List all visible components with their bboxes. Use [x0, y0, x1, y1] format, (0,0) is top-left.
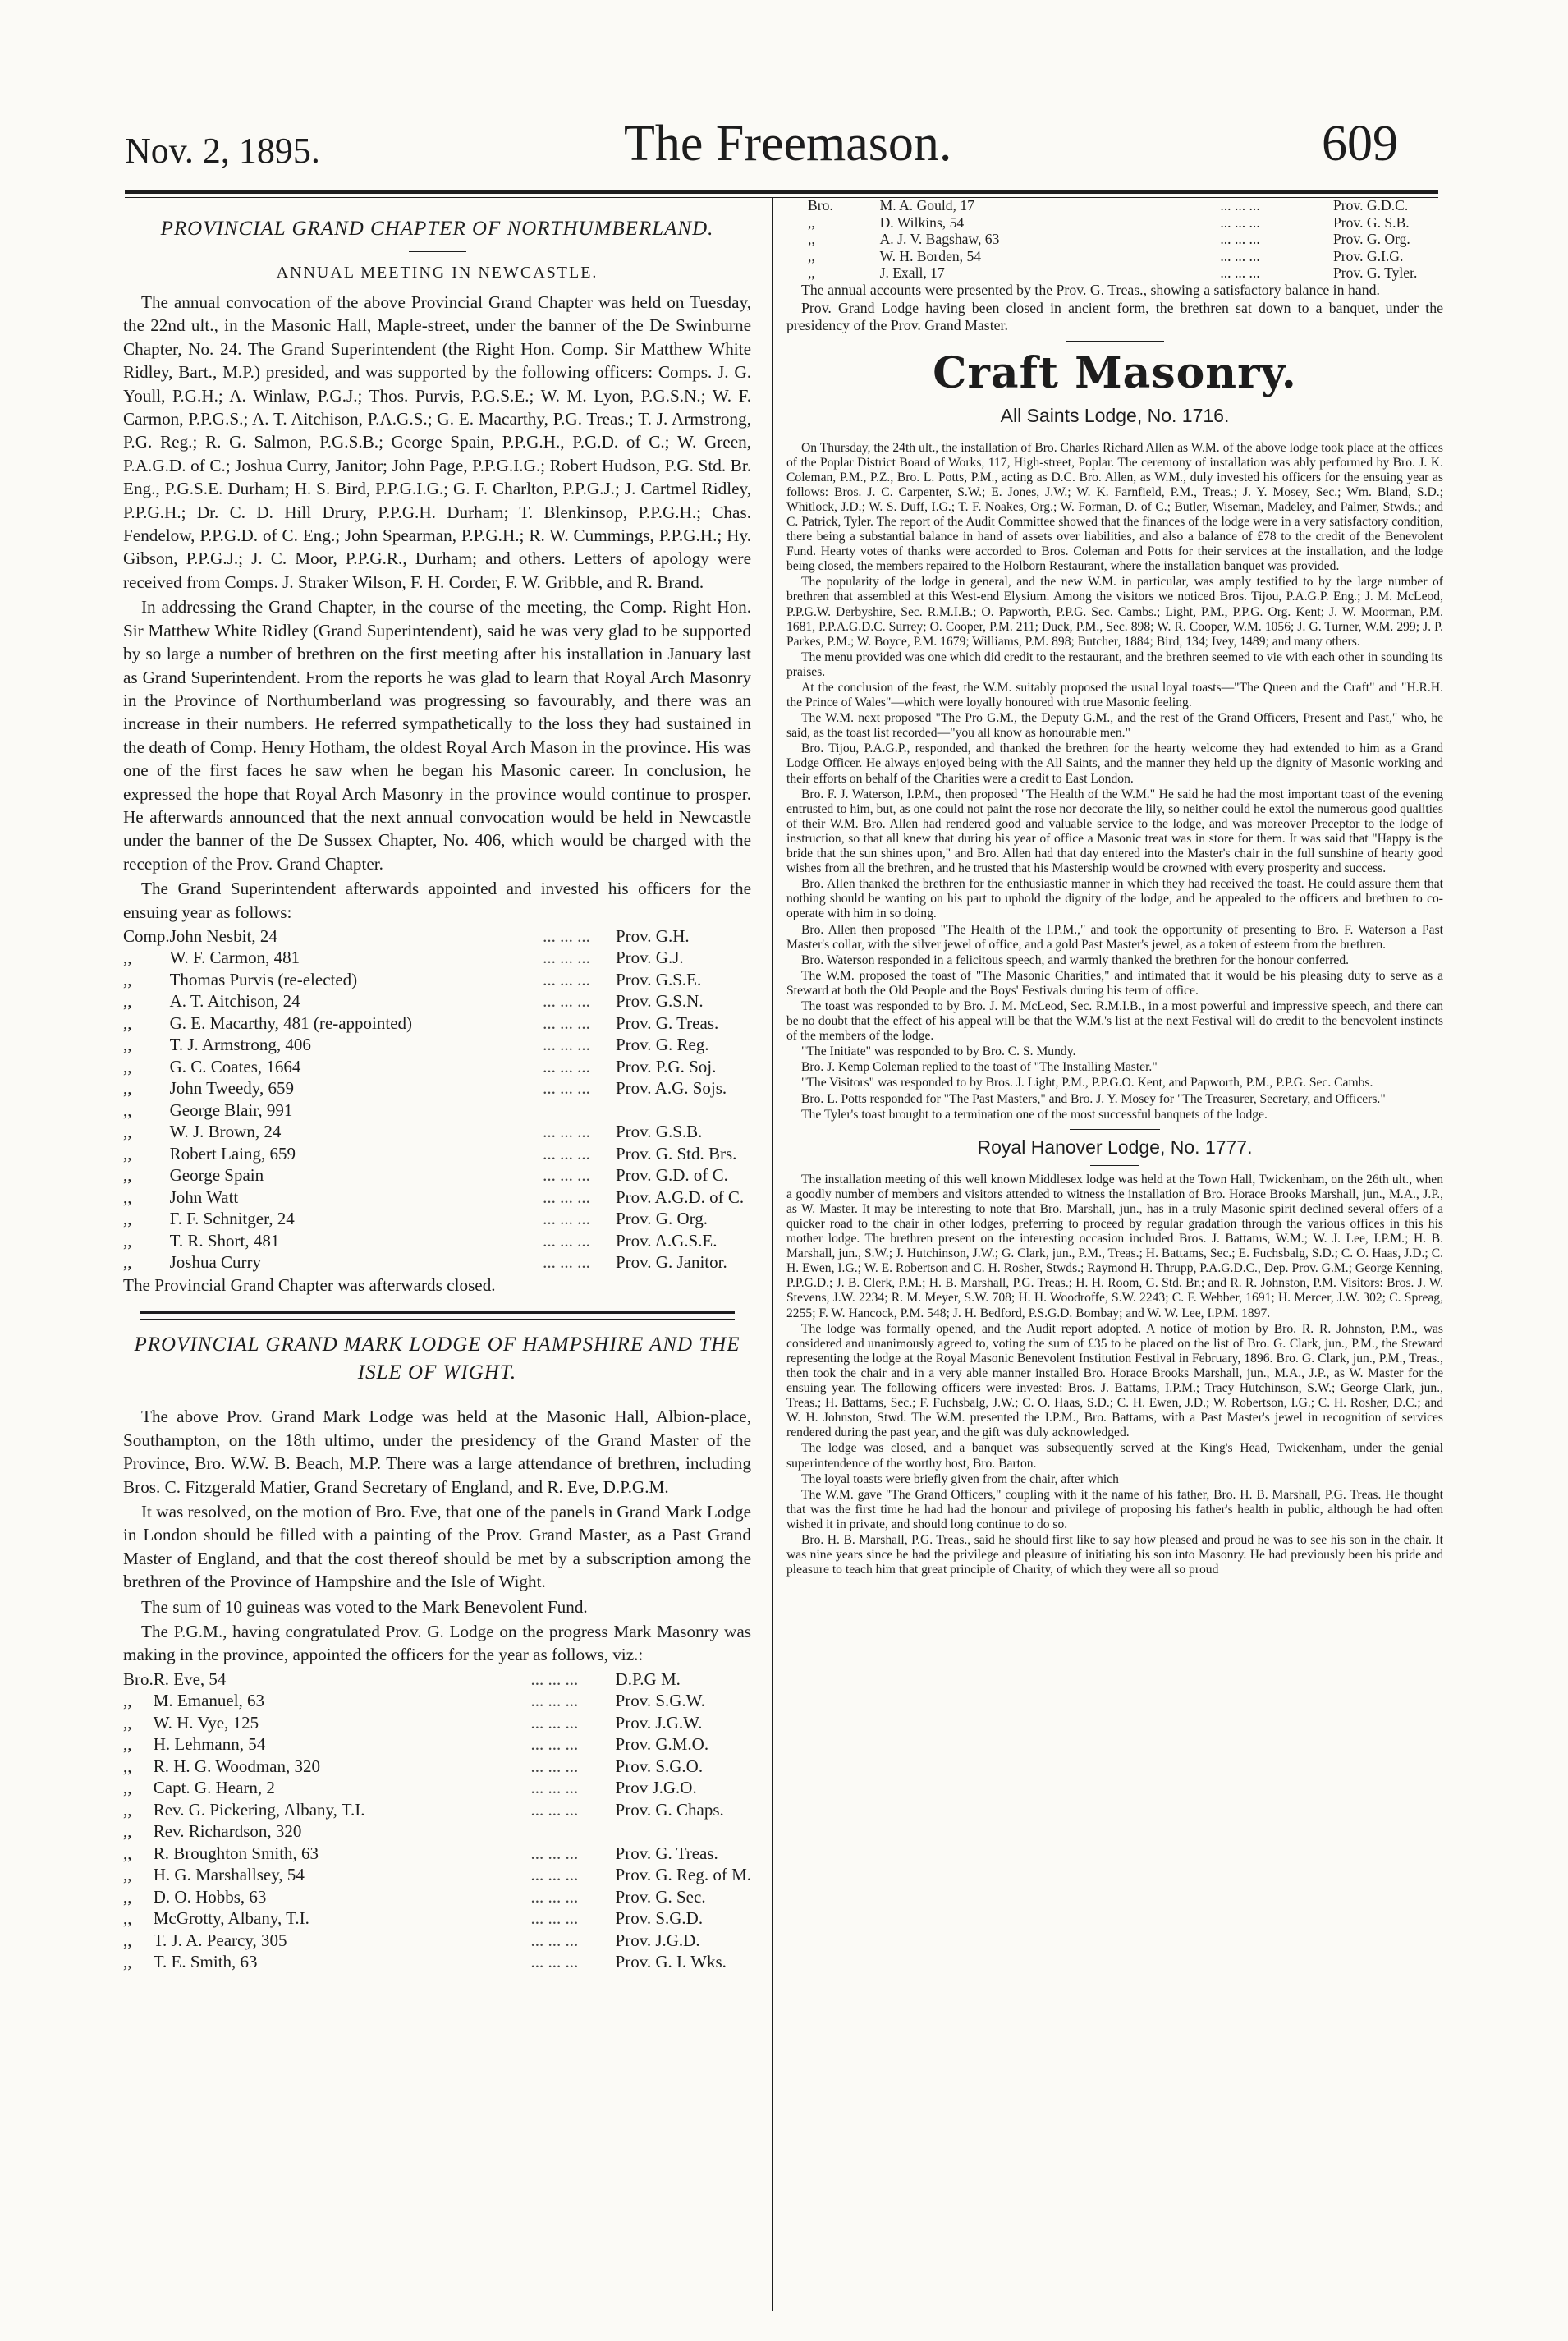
section-heading: Craft Masonry. [933, 347, 1297, 398]
officer-row [123, 1208, 751, 1230]
officer-name: R. Eve, 54 [153, 1669, 227, 1689]
officer-name: George Spain [169, 1165, 264, 1186]
mark-paragraph: The above Prov. Grand Mark Lodge was held at the Masonic Hall, Albion-place, Southampton, on the 18th ultimo, under the presidency of the Grand Master of the Province, Bro. W.W. B. Beach, M.P. There was a large attendance of brethren, including Bros. C. Fitzgerald Matier, Grand Secretary of England, and R. Eve, D.P.G.M. [123, 1407, 751, 1497]
officer-row [123, 1143, 751, 1165]
leader-dots: ... ... ... [543, 1035, 590, 1055]
officer-row [808, 248, 1443, 265]
report-paragraph: At the conclusion of the feast, the W.M. suitably proposed the usual loyal toasts—"The Queen and the Craft" and "H.R.H. the Prince of Wales"—which were loyally honoured with true Masonic feeling. [786, 681, 1443, 710]
officer-prefix: ,, [808, 247, 815, 264]
officer-name: G. C. Coates, 1664 [169, 1056, 301, 1076]
leader-dots: ... ... ... [543, 1209, 590, 1229]
leader-dots: ... ... ... [530, 1712, 579, 1733]
officer-name: M. A. Gould, 17 [879, 197, 974, 213]
officer-prefix: ,, [808, 264, 815, 281]
officer-role: Prov. S.G.D. [615, 1908, 704, 1929]
officer-row [123, 1690, 751, 1712]
officer-row [123, 1733, 751, 1756]
officer-row [123, 1907, 751, 1930]
leader-dots: ... ... ... [530, 1952, 579, 1972]
report-paragraph: The lodge was formally opened, and the Audit report adopted. A notice of motion by Bro. R. R. Johnston, P.M., was considered and unanimously agreed to, voting the sum of £35 to be placed on the list of Bro. G. Clark, jun., P.M., the Steward representing the lodge at the Royal Masonic Benevolent Institution Festival in February, 1896. Bro. G. Clark, jun., P.M., Treas., then took the chair and in a very able manner installed Bro. Horace Brooks Marshall, jun., M.A., J.P., as W. Master for the ensuing year. The following officers were invested: Bros. J. Battams, I.P.M.; Tracy Hutchinson, S.W.; George Clark, jun., Treas.; H. Battams, Sec.; F. Fuchsbalg, J.W.; C. O. Haas, S.D.; C. H. Ewen, J.D.; W. Robertson, I.G.; C. H. Rosher, D.C.; and W. H. Johnston, Stwd. The W.M. presented the I.P.M., Bro. Battams, with a Past Master's jewel in recognition of services rendered during the past year, and the gift was duly acknowledged. [786, 1321, 1443, 1440]
officer-name: Joshua Curry [169, 1252, 262, 1273]
officer-prefix: ,, [123, 1035, 132, 1055]
officer-row [123, 1099, 751, 1122]
report-paragraph: Bro. Tijou, P.A.G.P., responded, and thanked the brethren for the hearty welcome they had extended to him as a Grand Lodge Officer. He always enjoyed being with the All Saints, and the manner they held up the dignity of Masonic working and their efforts on behalf of the Charities were a credit to East London. [786, 741, 1443, 786]
report-paragraph: "The Initiate" was responded to by Bro. C. S. Mundy. [801, 1044, 1076, 1059]
officer-prefix: ,, [123, 1252, 132, 1273]
officer-role: Prov. G. Org. [1333, 231, 1410, 247]
officer-role: Prov. A.G.S.E. [616, 1230, 718, 1251]
officer-prefix: ,, [123, 1078, 132, 1099]
officer-role: Prov. P.G. Soj. [616, 1056, 717, 1076]
officer-role: Prov. G. Reg. [616, 1035, 709, 1055]
report-paragraph: Bro. H. B. Marshall, P.G. Treas., said he should first like to say how pleased and proud he was to see his son in the chair. It was nine years since he had the privilege and pleasure of initiating his son into Masonry. He had previously been his pride and pleasure to teach him that great principle of Charity, of which they were all so proud [786, 1532, 1443, 1577]
officer-row [123, 1164, 751, 1187]
leader-dots: ... ... ... [530, 1691, 579, 1711]
all-saints-report [786, 441, 1443, 1122]
officer-role: Prov. G. Org. [616, 1209, 708, 1229]
officer-prefix: ,, [123, 1930, 132, 1950]
officer-row [123, 1669, 751, 1691]
officer-prefix: ,, [123, 1778, 132, 1798]
leader-dots: ... ... ... [543, 1230, 590, 1251]
officer-prefix: Bro. [123, 1669, 154, 1689]
officer-role: Prov. G.S.N. [616, 991, 704, 1012]
officer-role: Prov. G. Treas. [616, 1012, 719, 1033]
officer-role: Prov. G. Tyler. [1333, 264, 1418, 281]
report-paragraph: The loyal toasts were briefly given from the chair, after which [801, 1471, 1119, 1486]
officer-row [123, 1864, 751, 1886]
officer-prefix: ,, [123, 1865, 132, 1885]
officer-row [123, 1843, 751, 1865]
officer-name: T. R. Short, 481 [169, 1230, 280, 1251]
officer-prefix: ,, [123, 1712, 132, 1733]
officer-role: Prov. G.S.E. [616, 969, 702, 989]
officer-role: Prov. G.D.C. [1333, 197, 1409, 213]
officer-prefix: Bro. [808, 197, 833, 213]
officer-name: H. Lehmann, 54 [153, 1734, 266, 1755]
leader-dots: ... ... ... [530, 1930, 579, 1950]
officer-prefix: Comp. [123, 925, 170, 946]
report-paragraph: The popularity of the lodge in general, and the new W.M. in particular, was amply testified to by the large number of brethren that assembled at this West-end Elysium. Among the visitors we noticed Bros. Tijou, P.A.G.P. Eng.; J. M. McLeod, P.P.G.W. Derbyshire, Sec. R.M.I.B.; O. Papworth, P.P.G. Sec. Cambs.; Light, P.M., P.P.G. Org. Kent; J. W. Moorman, P.M. 1681, P.P.A.G.D.C. Surrey; O. Cooper, P.M. 211; Duck, P.M., Sec. 898; W. R. Cooper, W.M. 1056; J. G. Turner, W.M. 299; J. P. Parkes, P.M.; W. Boyce, P.M. 1679; Williams, P.M. 898; Butcher, 1884; Bird, 134; Ivey, 1489; and many others. [786, 575, 1443, 649]
chapter-officers-list [123, 925, 751, 1274]
officer-row [123, 1799, 751, 1821]
masthead-rule [125, 190, 1438, 194]
officer-row [123, 1230, 751, 1252]
officer-name: G. E. Macarthy, 481 (re-appointed) [169, 1012, 413, 1033]
report-paragraph: Bro. L. Potts responded for "The Past Masters," and Bro. J. Y. Mosey for "The Treasurer, Secretary, and Officers." [801, 1091, 1386, 1106]
report-paragraph: Bro. Waterson responded in a felicitous speech, and warmly thanked the brethren for the honour conferred. [801, 952, 1350, 967]
officer-name: John Watt [169, 1187, 239, 1207]
officer-prefix: ,, [123, 1843, 132, 1863]
officer-prefix: ,, [123, 1209, 132, 1229]
officer-name: Robert Laing, 659 [169, 1143, 296, 1164]
chapter-paragraph: In addressing the Grand Chapter, in the course of the meeting, the Comp. Right Hon. Sir Matthew White Ridley (Grand Superintendent), said he was very glad to be supported by so large a number of brethren on the first meeting after his installation in January last as Grand Superintendent. From the reports he was glad to learn that Royal Arch Masonry in the Province of Northumberland was progressing so favourably, and there was an increase in their numbers. He referred sympathetically to the loss they had sustained in the death of Comp. Henry Hotham, the oldest Royal Arch Mason in the province. His was one of the first faces he saw when he began his Masonic career. In conclusion, he expressed the hope that Royal Arch Masonry in the province would continue to prosper. He afterwards announced that the next annual convocation would be held in Newcastle under the banner of the De Sussex Chapter, No. 406, which would be charged with the reception of the Prov. Grand Chapter. [123, 597, 751, 874]
leader-dots: ... ... ... [1220, 213, 1260, 231]
mark-paragraph: The sum of 10 guineas was voted to the Mark Benevolent Fund. [141, 1596, 588, 1617]
report-paragraph: The W.M. next proposed "The Pro G.M., the Deputy G.M., and the rest of the Grand Officers, Present and Past," who, he said, as the toast list recorded—"you all know as honourable men." [786, 711, 1443, 741]
officer-row [123, 990, 751, 1012]
officer-prefix: ,, [123, 1734, 132, 1755]
officer-role: Prov. J.G.D. [615, 1930, 700, 1950]
officer-role: Prov. A.G. Sojs. [616, 1078, 727, 1099]
section-divider [140, 1311, 735, 1320]
leader-dots: ... ... ... [530, 1886, 579, 1907]
officer-prefix: ,, [123, 991, 132, 1012]
report-paragraph: The Tyler's toast brought to a termination one of the most successful banquets of the lodge. [801, 1107, 1268, 1122]
leader-dots: ... ... ... [530, 1865, 579, 1885]
officer-row [123, 1777, 751, 1799]
officer-prefix: ,, [123, 1012, 132, 1033]
officer-role: Prov. G. Janitor. [616, 1252, 727, 1273]
officer-name: John Nesbit, 24 [169, 925, 277, 946]
officer-row [123, 969, 751, 991]
report-paragraph: Bro. J. Kemp Coleman replied to the toast of "The Installing Master." [801, 1060, 1158, 1075]
officer-prefix: ,, [808, 213, 815, 231]
officer-row [808, 264, 1443, 282]
officer-prefix: ,, [123, 1122, 132, 1142]
officer-role: Prov. G.M.O. [615, 1734, 709, 1755]
officer-name: W. J. Brown, 24 [169, 1122, 282, 1142]
divider [409, 251, 466, 252]
officer-name: M. Emanuel, 63 [153, 1691, 265, 1711]
divider [1066, 341, 1164, 342]
officer-role: Prov. J.G.W. [615, 1712, 703, 1733]
officer-row [123, 1820, 751, 1843]
leader-dots: ... ... ... [543, 1056, 590, 1076]
royal-hanover-report [786, 1173, 1443, 1578]
officer-row [123, 1930, 751, 1952]
leader-dots: ... ... ... [530, 1669, 579, 1689]
officer-role: Prov. G.H. [616, 925, 690, 946]
leader-dots: ... ... ... [543, 991, 590, 1012]
report-paragraph: "The Visitors" was responded to by Bros. J. Light, P.M., P.P.G.O. Kent, and Papworth, P.M., P.P.G. Sec. Cambs. [801, 1076, 1373, 1090]
officer-row [123, 947, 751, 969]
officer-row [123, 1077, 751, 1099]
divider [1090, 1165, 1139, 1166]
officer-prefix: ,, [123, 1952, 132, 1972]
officer-prefix: ,, [123, 1799, 132, 1820]
leader-dots: ... ... ... [543, 1187, 590, 1207]
newspaper-title: The Freemason. [624, 116, 952, 172]
divider [1070, 1129, 1160, 1130]
officer-name: T. J. A. Pearcy, 305 [153, 1930, 287, 1950]
officer-row [808, 214, 1443, 232]
column-divider [772, 197, 773, 2311]
mark-paragraph: The P.G.M., having congratulated Prov. G. Lodge on the progress Mark Masonry was making in the province, appointed the officers for the year as follows, viz.: [123, 1622, 751, 1665]
officer-prefix: ,, [123, 1230, 132, 1251]
leader-dots: ... ... ... [543, 1122, 590, 1142]
leader-dots: ... ... ... [1220, 197, 1260, 213]
leader-dots: ... ... ... [543, 969, 590, 989]
officer-row [123, 1056, 751, 1078]
leader-dots: ... ... ... [1220, 231, 1260, 247]
leader-dots: ... ... ... [530, 1843, 579, 1863]
officer-prefix: ,, [123, 1821, 132, 1842]
officer-prefix: ,, [123, 1756, 132, 1776]
report-paragraph: On Thursday, the 24th ult., the installation of Bro. Charles Richard Allen as W.M. of the above lodge took place at the offices of the Poplar District Board of Works, 117, High-street, Poplar. The ceremony of installation was ably performed by Bro. J. K. Coleman, P.M., P.Z., Bro. L. Potts, P.M., acting as D.C. Bro. Allen, as W.M., duly invested his officers for the ensuing year as follows: Bros. J. C. Carpenter, S.W.; E. Jones, J.W.; W. K. Farnfield, P.M., Treas.; J. Y. Mosey, Sec.; Wm. Bland, S.D.; Whitlock, J.D.; W. S. Duff, I.G.; T. F. Noakes, Org.; W. Forman, D. of C.; Butler, Wiseman, Madeley, and Palmer, Stwds.; and C. Patrick, Tyler. The report of the Audit Committee showed that the finances of the lodge were in a very satisfactory condition, there being a substantial balance in hand of assets over liabilities, and also a balance of £78 to the credit of the Benevolent Fund. Hearty votes of thanks were accorded to Bros. Coleman and Potts for their services at the installation, and the lodge being closed, the members repaired to the Holborn Restaurant, where the installation banquet was provided. [786, 440, 1443, 574]
mark-paragraph: It was resolved, on the motion of Bro. Eve, that one of the panels in Grand Mark Lodge in London should be filled with a painting of the Prov. Grand Master, as a Past Grand Master of England, and that the cost thereof should be met by a subscription among the brethren of the Province of Hampshire and the Isle of Wight. [123, 1502, 751, 1592]
officer-name: R. Broughton Smith, 63 [153, 1843, 319, 1863]
officer-prefix: ,, [123, 948, 132, 968]
officer-name: McGrotty, Albany, T.I. [153, 1908, 309, 1929]
officer-prefix: ,, [123, 1187, 132, 1207]
officer-name: D. Wilkins, 54 [879, 213, 965, 231]
officer-role: Prov. G.D. of C. [616, 1165, 728, 1186]
officer-role: Prov. G. Reg. of M. [615, 1865, 751, 1885]
report-paragraph: Bro. Allen thanked the brethren for the enthusiastic manner in which they had received the toast. He could assure them that nothing should be wanting on his part to uphold the dignity of the lodge, and he appealed to the officers and brethren to co-operate with him in so doing. [786, 877, 1443, 921]
lodge-heading: Royal Hanover Lodge, No. 1777. [977, 1136, 1253, 1158]
mark-officers-list [123, 1669, 751, 1973]
officer-prefix: ,, [808, 231, 815, 247]
officer-row [808, 231, 1443, 248]
officer-name: F. F. Schnitger, 24 [169, 1209, 295, 1229]
right-column [786, 197, 1443, 2332]
officer-name: Capt. G. Hearn, 2 [153, 1778, 275, 1798]
leader-dots: ... ... ... [543, 948, 590, 968]
report-paragraph: Bro. F. J. Waterson, I.P.M., then proposed "The Health of the W.M." He said he had the most important toast of the evening entrusted to him, but, as one could not paint the rose nor decorate the lily, so neither could he extol the numerous good qualities of their W.M. Bro. Allen had rendered good and valuable service to the lodge, and was moreover Preceptor to the lodge of instruction, so that all knew that during his year of office a Masonic treat was in store for them. It was said that "Happy is the bride that the sun shines upon," and Bro. Allen had that day entered into the Master's chair in the full sunshine of hearty good wishes from all the brethren, and he trusted that his Mastership would be crowned with every prosperity and success. [786, 787, 1443, 876]
chapter-paragraph: The annual convocation of the above Provincial Grand Chapter was held on Tuesday, the 22nd ult., in the Masonic Hall, Maple-street, under the banner of the De Swinburne Chapter, No. 24. The Grand Superintendent (the Right Hon. Comp. Sir Matthew White Ridley, Bart., M.P.) presided, and was supported by the following officers: Comps. J. G. Youll, P.G.H.; A. Winlaw, P.G.J.; Thos. Purvis, P.G.S.E.; W. M. Lyon, P.G.S.N.; W. F. Carmon, P.P.G.S.; A. T. Aitchison, P.A.G.S.; G. E. Macarthy, P.G. Treas.; T. J. Armstrong, P.G. Reg.; R. G. Salmon, P.G.S.B.; George Spain, P.P.G.H., P.G.D. of C.; W. Green, P.A.G.D. of C.; Joshua Curry, Janitor; John Page, P.P.G.I.G.; Robert Hudson, P.G. Std. Br. Eng., P.G.S.E. Durham; H. S. Bird, P.P.G.I.G.; G. F. Charlton, P.P.G.J.; J. Cartmel Ridley, P.P.G.H.; Dr. C. D. Hill Drury, P.P.G.H. Durham; T. Blenkinsop, P.P.G.H.; Chas. Fendelow, P.P.G.D. of C. Eng.; John Spearman, P.P.G.H.; R. W. Cummings, P.P.G.H.; Hy. Gibson, P.P.G.J.; J. C. Moor, P.P.G.R., Durham; and others. Letters of apology were received from Comps. J. Straker Wilson, F. H. Corder, F. W. Gribble, and R. Brand. [123, 292, 751, 592]
leader-dots: ... ... ... [543, 1012, 590, 1033]
leader-dots: ... ... ... [530, 1778, 579, 1798]
officer-prefix: ,, [123, 1165, 132, 1186]
officer-name: W. H. Vye, 125 [153, 1712, 259, 1733]
leader-dots: ... ... ... [1220, 247, 1260, 264]
officer-row [123, 1756, 751, 1778]
left-column [123, 215, 751, 2317]
leader-dots: ... ... ... [543, 1252, 590, 1273]
officer-prefix: ,, [123, 1099, 132, 1120]
officer-role: Prov. S.G.W. [615, 1691, 705, 1711]
report-paragraph: The W.M. proposed the toast of "The Masonic Charities," and intimated that it would be his pleasing duty to serve as a Steward at both the Old People and the Boys' Festivals during his term of office. [786, 968, 1443, 998]
officer-role: Prov. G.I.G. [1333, 247, 1404, 264]
officer-name: Thomas Purvis (re-elected) [169, 969, 358, 989]
officer-name: W. H. Borden, 54 [879, 247, 982, 264]
officer-row [123, 1012, 751, 1035]
report-paragraph: The menu provided was one which did credit to the restaurant, and the brethren seemed to vie with each other in sounding its praises. [786, 650, 1443, 679]
report-paragraph: The lodge was closed, and a banquet was subsequently served at the King's Head, Twickenham, under the genial superintendence of the worthy host, Bro. Barton. [786, 1441, 1443, 1471]
officer-prefix: ,, [123, 1056, 132, 1076]
officer-row [123, 1034, 751, 1056]
officer-name: Rev. Richardson, 320 [153, 1821, 302, 1842]
report-paragraph: The W.M. gave "The Grand Officers," coupling with it the name of his father, Bro. H. B. Marshall, P.G. Treas. He thought that was the first time he had had the honour and privilege of proposing his father's health in public, although he had often wished it in private, and should long continue to do so. [786, 1487, 1443, 1531]
report-paragraph: The toast was responded to by Bro. J. M. McLeod, Sec. R.M.I.B., in a most powerful and impressive speech, and there can be no doubt that the effect of his appeal will be that the W.M.'s list at the next Festival will do credit to the benevolent instincts of the members of the lodge. [786, 998, 1443, 1044]
officer-name: D. O. Hobbs, 63 [153, 1886, 267, 1907]
continued-paragraph: Prov. Grand Lodge having been closed in ancient form, the brethren sat down to a banquet, under the presidency of the Prov. Grand Master. [786, 299, 1443, 333]
officer-role: Prov. G.J. [616, 948, 684, 968]
officer-role: Prov. G. Std. Brs. [616, 1143, 737, 1164]
leader-dots [543, 1099, 616, 1122]
officer-role: Prov. A.G.D. of C. [616, 1187, 745, 1207]
officer-name: H. G. Marshallsey, 54 [153, 1865, 305, 1885]
officer-role [616, 1099, 751, 1122]
chapter-paragraph: The Grand Superintendent afterwards appointed and invested his officers for the ensuing year as follows: [123, 879, 751, 922]
leader-dots [531, 1820, 616, 1843]
report-paragraph: The installation meeting of this well known Middlesex lodge was held at the Town Hall, Twickenham, on the 26th ult., when a goodly number of members and visitors attended to witness the installation of Bro. Horace Brooks Marshall, jun., M.A., J.P., as W. Master. It may be interesting to note that Bro. Marshall, jun., has in a truly Masonic spirit declined several offers of a quicker road to the chair in other lodges, preferring to proceed by regular gradation through the various offices in this his mother lodge. The brethren present on the interesting occasion included Bros. J. Battams, W.M.; W. J. Lee, I.P.M.; H. B. Marshall, jun., S.W.; J. Hutchinson, J.W.; G. Clark, jun., P.M., Treas.; H. Battams, Sec.; E. Fuchsbalg, S.D.; C. O. Haas, J.D.; C. H. Ewen, I.G.; W. E. Robertson and C. H. Rosher, Stwds.; Raymond H. Thrupp, P.A.G.D.C., Dep. Prov. G.M.; George Kenning, P.P.G.D.; J. B. Clerk, P.M.; H. B. Marshall, P.G. Treas.; H. H. Room, G. Std. Br.; and R. R. Johnston, P.M. Visitors: Bros. J. W. Stevens, J.W. 2234; R. M. Meyer, S.W. 708; H. H. Woodroffe, S.W. 2243; C. F. Webber, 1691; H. Mercer, J.W. 302; C. Spreag, 2255; F. W. Hancock, P.M. 548; J. H. Bedford, P.S.G.D. Bombay; and W. W. Lee, I.P.M. 1897. [786, 1172, 1443, 1320]
mark-lodge-title: PROVINCIAL GRAND MARK LODGE OF HAMPSHIRE AND THE ISLE OF WIGHT. [134, 1333, 740, 1384]
officer-role: Prov. G. Treas. [615, 1843, 718, 1863]
officer-row [808, 197, 1443, 214]
officer-name: T. J. Armstrong, 406 [169, 1035, 311, 1055]
lodge-heading: All Saints Lodge, No. 1716. [1000, 404, 1230, 426]
officer-role: Prov. G. I. Wks. [615, 1952, 727, 1972]
officer-name: T. E. Smith, 63 [153, 1952, 258, 1972]
chapter-subtitle: ANNUAL MEETING IN NEWCASTLE. [276, 264, 598, 282]
officer-role: Prov. G.S.B. [616, 1122, 703, 1142]
officer-prefix: ,, [123, 1691, 132, 1711]
officer-role: Prov. G. Chaps. [615, 1799, 724, 1820]
continued-officers-list [808, 197, 1443, 282]
leader-dots: ... ... ... [543, 1078, 590, 1099]
officer-role: Prov J.G.O. [615, 1778, 697, 1798]
officer-row [123, 1251, 751, 1274]
officer-name: John Tweedy, 659 [169, 1078, 294, 1099]
continued-paragraph: The annual accounts were presented by the Prov. G. Treas., showing a satisfactory balance in hand. [801, 281, 1380, 298]
officer-name: J. Exall, 17 [879, 264, 945, 281]
officer-role: Prov. S.G.O. [615, 1756, 704, 1776]
officer-name: R. H. G. Woodman, 320 [153, 1756, 321, 1776]
officer-row [123, 925, 751, 948]
officer-role: D.P.G M. [615, 1669, 681, 1689]
officer-role: Prov. G. S.B. [1333, 213, 1410, 231]
officer-name: George Blair, 991 [169, 1099, 293, 1120]
officer-row [123, 1712, 751, 1734]
leader-dots: ... ... ... [530, 1908, 579, 1929]
page-number: 609 [1322, 116, 1398, 172]
officer-role: Prov. G. Sec. [615, 1886, 706, 1907]
officer-name: A. T. Aitchison, 24 [169, 991, 300, 1012]
officer-row [123, 1187, 751, 1209]
leader-dots: ... ... ... [543, 1143, 590, 1164]
officer-prefix: ,, [123, 1908, 132, 1929]
leader-dots: ... ... ... [530, 1799, 579, 1820]
officer-name: Rev. G. Pickering, Albany, T.I. [153, 1799, 365, 1820]
officer-prefix: ,, [123, 1886, 132, 1907]
officer-row [123, 1951, 751, 1973]
leader-dots: ... ... ... [530, 1734, 579, 1755]
leader-dots: ... ... ... [530, 1756, 579, 1776]
chapter-title: PROVINCIAL GRAND CHAPTER OF NORTHUMBERLAND. [160, 218, 714, 240]
officer-prefix: ,, [123, 1143, 132, 1164]
officer-row [123, 1121, 751, 1143]
issue-date: Nov. 2, 1895. [125, 131, 320, 171]
leader-dots: ... ... ... [1220, 264, 1260, 281]
officer-role [616, 1820, 751, 1843]
report-paragraph: Bro. Allen then proposed "The Health of the I.P.M.," and took the opportunity of presenting to Bro. F. Waterson a Past Master's collar, with the silver jewel of office, and a gold Past Master's jewel, as a token of esteem from the brethren. [786, 922, 1443, 952]
leader-dots: ... ... ... [543, 1165, 590, 1186]
officer-prefix: ,, [123, 969, 132, 989]
chapter-closing: The Provincial Grand Chapter was afterwards closed. [123, 1274, 496, 1295]
officer-name: W. F. Carmon, 481 [169, 948, 300, 968]
leader-dots: ... ... ... [543, 925, 590, 946]
officer-name: A. J. V. Bagshaw, 63 [879, 231, 1000, 247]
officer-row [123, 1886, 751, 1908]
